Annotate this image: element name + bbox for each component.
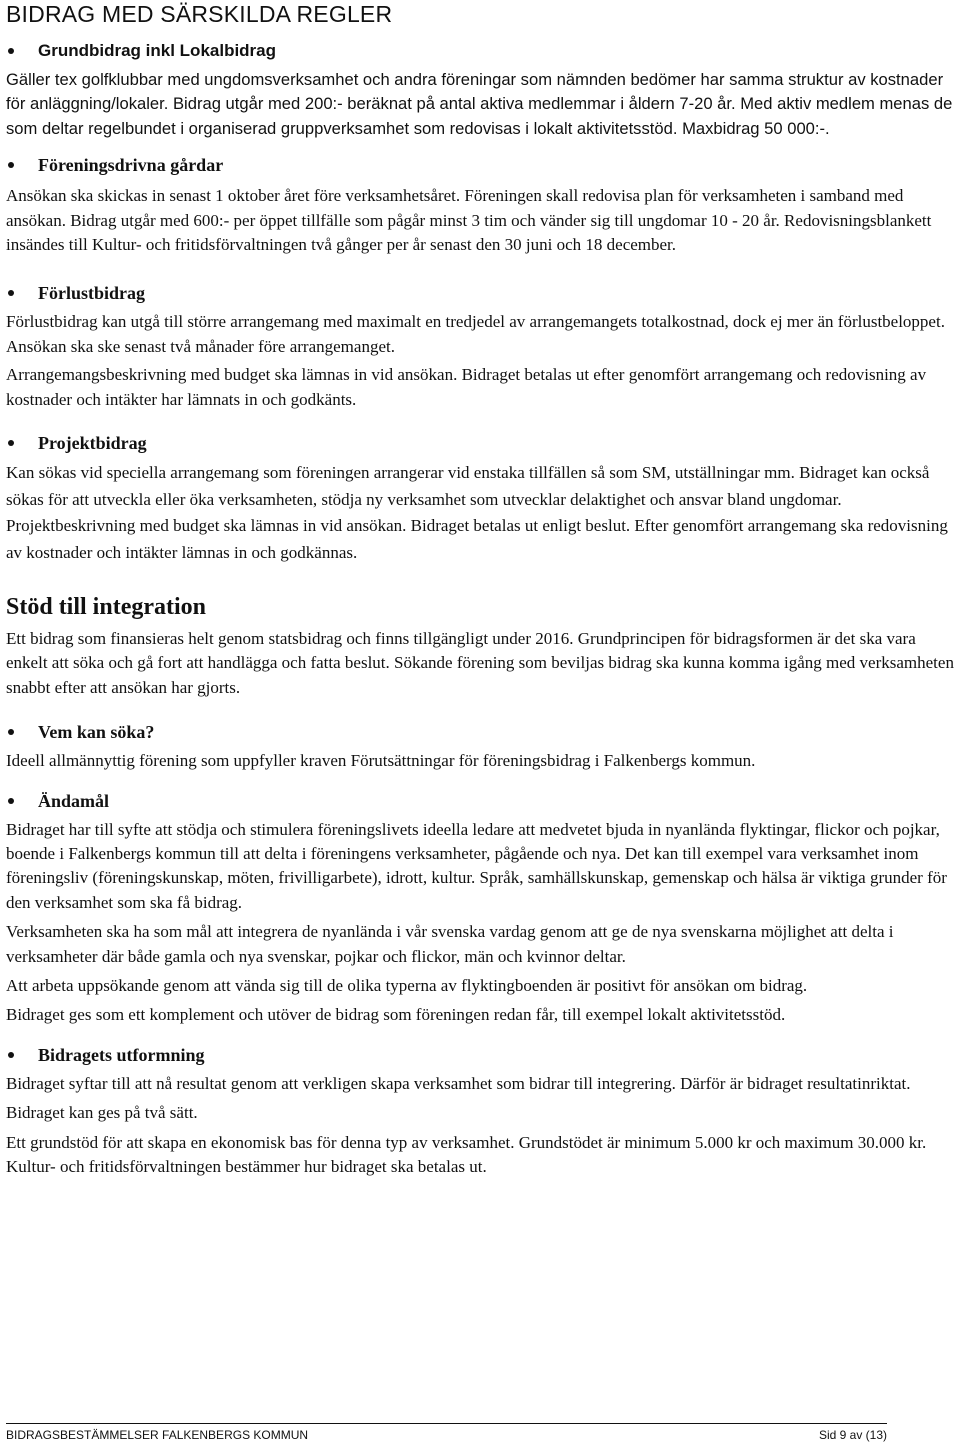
page-footer <box>6 1423 887 1442</box>
forlustbidrag-heading <box>6 282 954 304</box>
projektbidrag-paragraph-2: Projektbeskrivning med budget ska lämnas in vid ansökan. Bidraget betalas ut enligt beslut. Efter genomfört arrangemang ska redovisning av kostnader och intäkter lämnas in och godkännas. <box>6 516 948 563</box>
section-vem-kan-soka <box>6 721 954 773</box>
bullet-icon <box>8 290 14 296</box>
section-integration <box>6 593 954 700</box>
utformning-paragraph-3: Ett grundstöd för att skapa en ekonomisk bas för denna typ av verksamhet. Grundstödet är minimum 5.000 kr och maximum 30.000 kr. Kultur- och fritidsförvaltningen bestämmer hur bidraget ska betalas ut. <box>6 1132 927 1176</box>
integration-title: Stöd till integration <box>6 593 207 620</box>
section-projektbidrag <box>6 432 954 567</box>
page-header-title: BIDRAG MED SÄRSKILDA REGLER <box>6 1 393 27</box>
footer-document-title: BIDRAGSBESTÄMMELSER FALKENBERGS KOMMUN <box>6 1428 309 1442</box>
andamal-paragraph-2: Verksamheten ska ha som mål att integrera de nyanlända i vår svenska vardag genom att ge de nya svenskarna möjlighet att delta i verksamheter där både gamla och nya svenskar, pojkar och flickor, män och kvinnor deltar. <box>6 922 894 966</box>
bullet-icon <box>8 798 14 804</box>
projektbidrag-heading-text: Projektbidrag <box>38 433 147 454</box>
forlustbidrag-paragraph-2: Arrangemangsbeskrivning med budget ska lämnas in vid ansökan. Bidraget betalas ut efter genomfört arrangemang och redovisning av kostnader och intäkter har lämnats in och godkänts. <box>6 365 927 409</box>
utformning-heading <box>6 1044 954 1066</box>
bullet-icon <box>8 162 14 168</box>
section-bidragets-utformning <box>6 1044 954 1180</box>
footer-page-number: Sid 9 av (13) <box>818 1428 887 1442</box>
bullet-icon <box>8 440 14 446</box>
utformning-heading-text: Bidragets utformning <box>38 1044 205 1065</box>
grundbidrag-paragraph-1: Gäller tex golfklubbar med ungdomsverksamhet och andra föreningar som nämnden bedömer har samma struktur av kostnader för anläggning/lokaler. Bidrag utgår med 200:- beräknat på antal aktiva medlemmar i åldern 7-20 år. Med aktiv medlem menas de som deltar regelbundet i organiserad gruppverksamhet som redovisas i lokalt aktivitetsstöd. Maxbidrag 50 000:-. <box>6 70 953 138</box>
andamal-heading <box>6 790 954 812</box>
projektbidrag-heading <box>6 432 954 454</box>
foreningsdrivna-paragraph-1: Ansökan ska skickas in senast 1 oktober året före verksamhetsåret. Föreningen skall redovisa plan för verksamheten i samband med ansökan. Bidrag utgår med 600:- per öppet tillfälle som pågår minst 3 tim och vänder sig till ungdomar 10 - 20 år. Redovisningsblankett insändes till Kultur- och fritidsförvaltningen två gånger per år senast den 30 juni och 18 december. <box>6 186 932 255</box>
integration-paragraph-1: Ett bidrag som finansieras helt genom statsbidrag och finns tillgängligt under 2016. Grundprincipen för bidragsformen är det ska vara enkelt att söka och gå fort att handlägga och fatta beslut. Sökande förening som beviljas bidrag ska kunna komma igång med verksamheten snabbt efter att ansökan har gjorts. <box>6 628 954 697</box>
vem-kan-soka-heading-text: Vem kan söka? <box>38 722 155 743</box>
grundbidrag-heading <box>6 40 954 62</box>
document-page <box>6 0 954 1179</box>
andamal-paragraph-3: Att arbeta uppsökande genom att vända sig till de olika typerna av flyktingboenden är positivt för ansökan om bidrag. <box>6 975 808 995</box>
projektbidrag-paragraph-1: Kan sökas vid speciella arrangemang som föreningen arrangerar vid enstaka tillfällen så som SM, utställningar mm. Bidraget kan också sökas för att utveckla eller öka verksamheten, stödja ny verksamhet som utvecklar delaktighet och ansvar bland ungdomar. <box>6 463 930 509</box>
forlustbidrag-paragraph-1: Förlustbidrag kan utgå till större arrangemang med maximalt en tredjedel av arrangemangets totalkostnad, dock ej mer än förlustbeloppet. Ansökan ska ske senast två månader före arrangemanget. <box>6 312 945 356</box>
andamal-paragraph-1: Bidraget har till syfte att stödja och stimulera föreningslivets ideella ledare att medvetet bjuda in nyanlända flyktingar, flickor och pojkar, boende i Falkenbergs kommun till att delta i föreningens verksamheter, pågående och nya. Det kan till exempel vara verksamhet inom föreningsliv (föreningskunskap, möten, frivilligarbete), idrott, kultur. Språk, samhällskunskap, gemenskap och hälsa är viktiga grunder för den verksamhet som ska få bidrag. <box>6 819 947 912</box>
utformning-paragraph-2: Bidraget kan ges på två sätt. <box>6 1103 198 1123</box>
andamal-paragraph-4: Bidraget ges som ett komplement och utöver de bidrag som föreningen redan får, till exempel lokalt aktivitetsstöd. <box>6 1005 786 1025</box>
forlustbidrag-heading-text: Förlustbidrag <box>38 283 146 304</box>
section-grundbidrag <box>6 40 954 141</box>
section-andamal <box>6 790 954 1028</box>
section-forlustbidrag <box>6 282 954 412</box>
grundbidrag-heading-text: Grundbidrag inkl Lokalbidrag <box>38 41 277 60</box>
bullet-icon <box>8 1052 14 1058</box>
section-foreningsdrivna-gardar <box>6 154 954 257</box>
utformning-paragraph-1: Bidraget syftar till att nå resultat genom att verkligen skapa verksamhet som bidrar till integrering. Därför är bidraget resultatinriktat. <box>6 1073 911 1093</box>
andamal-heading-text: Ändamål <box>38 790 110 811</box>
foreningsdrivna-heading-text: Föreningsdrivna gårdar <box>38 155 224 176</box>
bullet-icon <box>8 729 14 735</box>
foreningsdrivna-heading <box>6 154 954 176</box>
bullet-icon <box>8 48 14 54</box>
vem-kan-soka-heading <box>6 721 954 743</box>
vem-kan-soka-paragraph-1: Ideell allmännyttig förening som uppfyller kraven Förutsättningar för föreningsbidrag i Falkenbergs kommun. <box>6 751 756 771</box>
